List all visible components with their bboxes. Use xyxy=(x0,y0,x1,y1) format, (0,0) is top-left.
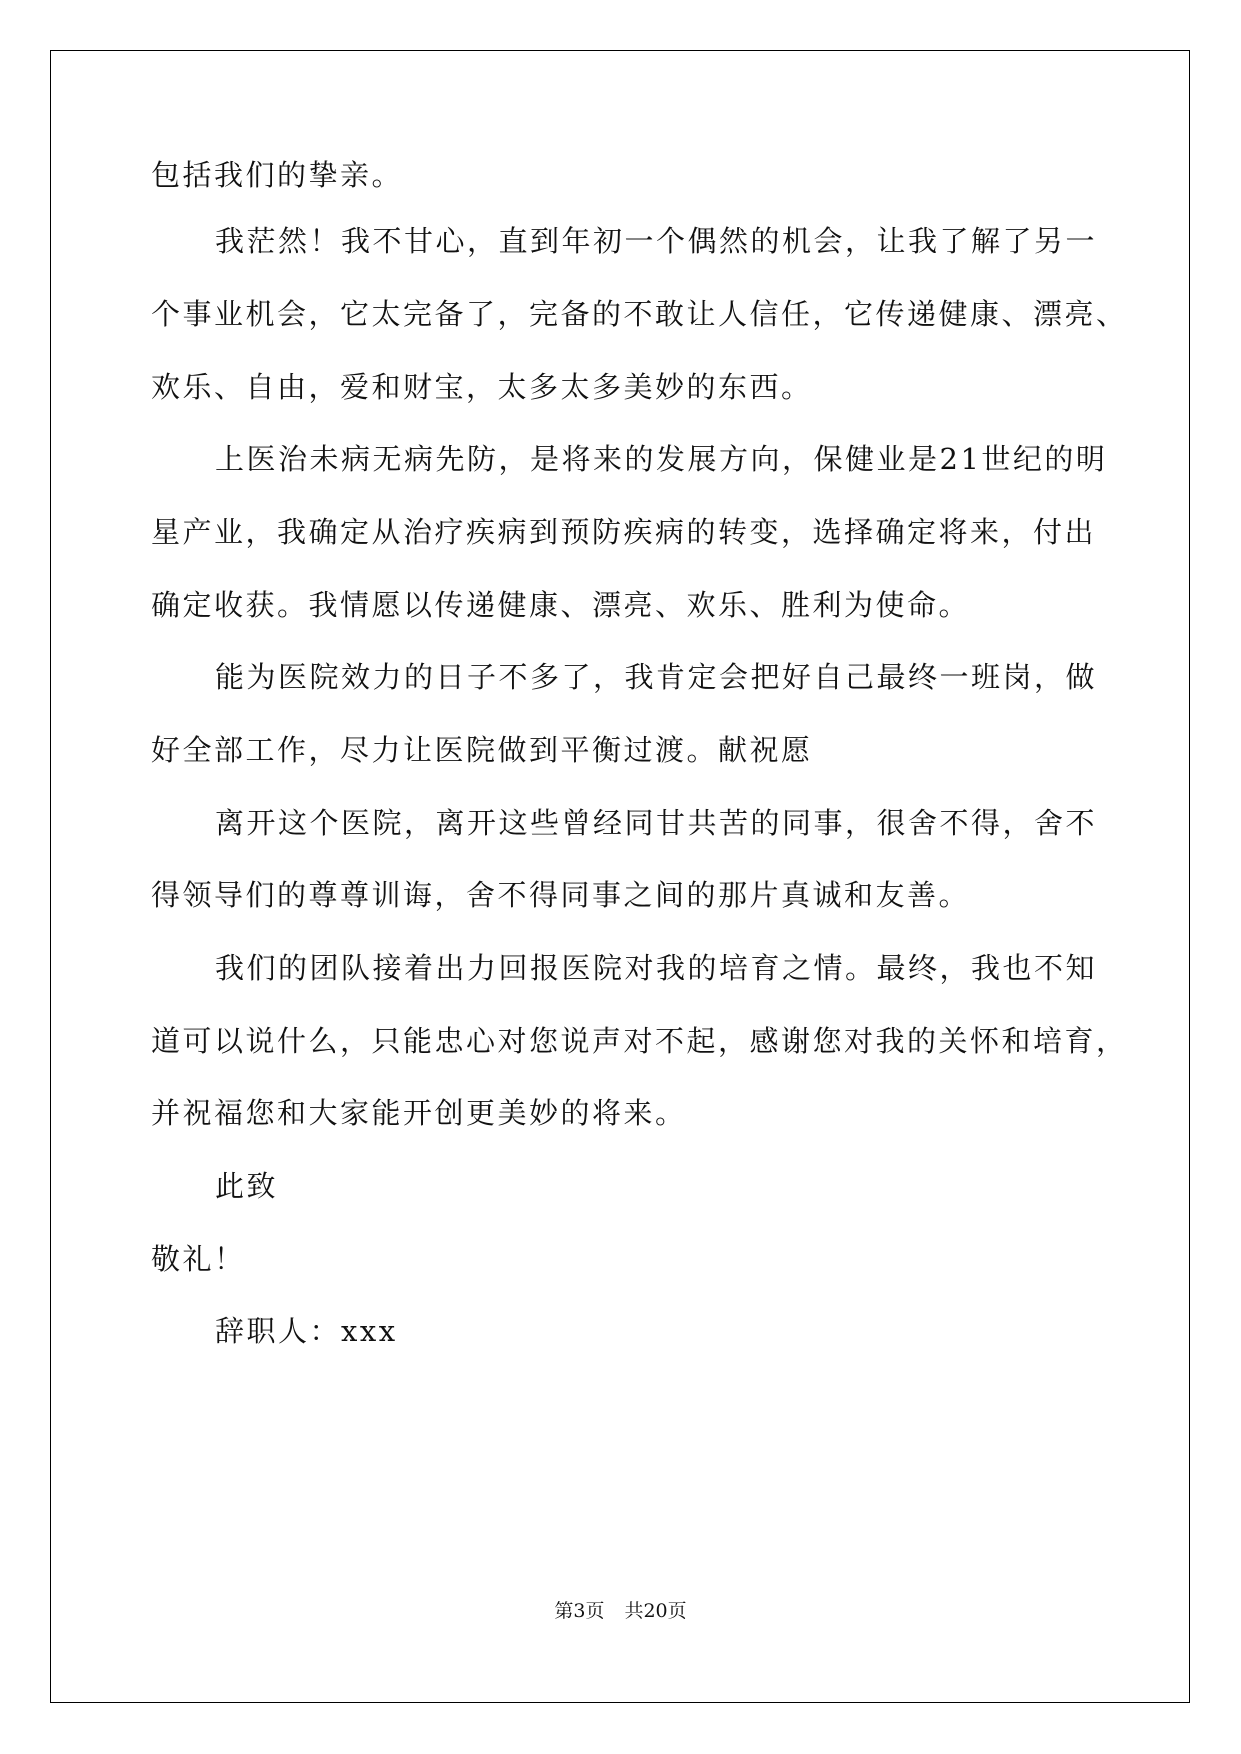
salutation-line: 敬礼！ xyxy=(151,1242,246,1276)
text-line-11: 得领导们的尊尊训诲，舍不得同事之间的那片真诚和友善。 xyxy=(151,878,971,912)
page-footer xyxy=(0,1599,1241,1623)
text-line-3: 个事业机会，它太完备了，完备的不敢让人信任，它传递健康、漂亮、 xyxy=(151,297,1128,331)
text-line-6: 星产业，我确定从治疗疾病到预防疾病的转变，选择确定将来，付出 xyxy=(151,515,1097,549)
text-line-8: 能为医院效力的日子不多了，我肯定会把好自己最终一班岗，做 xyxy=(215,660,1098,694)
text-line-2: 我茫然！我不甘心，直到年初一个偶然的机会，让我了解了另一 xyxy=(215,224,1098,258)
text-line-9: 好全部工作，尽力让医院做到平衡过渡。献祝愿 xyxy=(151,733,813,767)
closing-line: 此致 xyxy=(215,1169,279,1203)
text-line-4: 欢乐、自由，爱和财宝，太多太多美妙的东西。 xyxy=(151,370,813,404)
total-page-count: 共20页 xyxy=(624,1600,687,1622)
text-line-14: 并祝福您和大家能开创更美妙的将来。 xyxy=(151,1096,687,1130)
signature-line: 辞职人：xxx xyxy=(215,1314,398,1348)
text-line-13: 道可以说什么，只能忠心对您说声对不起，感谢您对我的关怀和培育， xyxy=(151,1024,1128,1058)
text-line-5: 上医治未病无病先防，是将来的发展方向，保健业是21世纪的明 xyxy=(215,442,1108,476)
text-line-10: 离开这个医院，离开这些曾经同甘共苦的同事，很舍不得，舍不 xyxy=(215,806,1098,840)
text-line-12: 我们的团队接着出力回报医院对我的培育之情。最终，我也不知 xyxy=(215,951,1098,985)
text-line-1: 包括我们的挚亲。 xyxy=(151,158,404,192)
text-line-7: 确定收获。我情愿以传递健康、漂亮、欢乐、胜利为使命。 xyxy=(151,588,971,622)
current-page-number: 第3页 xyxy=(554,1600,605,1622)
